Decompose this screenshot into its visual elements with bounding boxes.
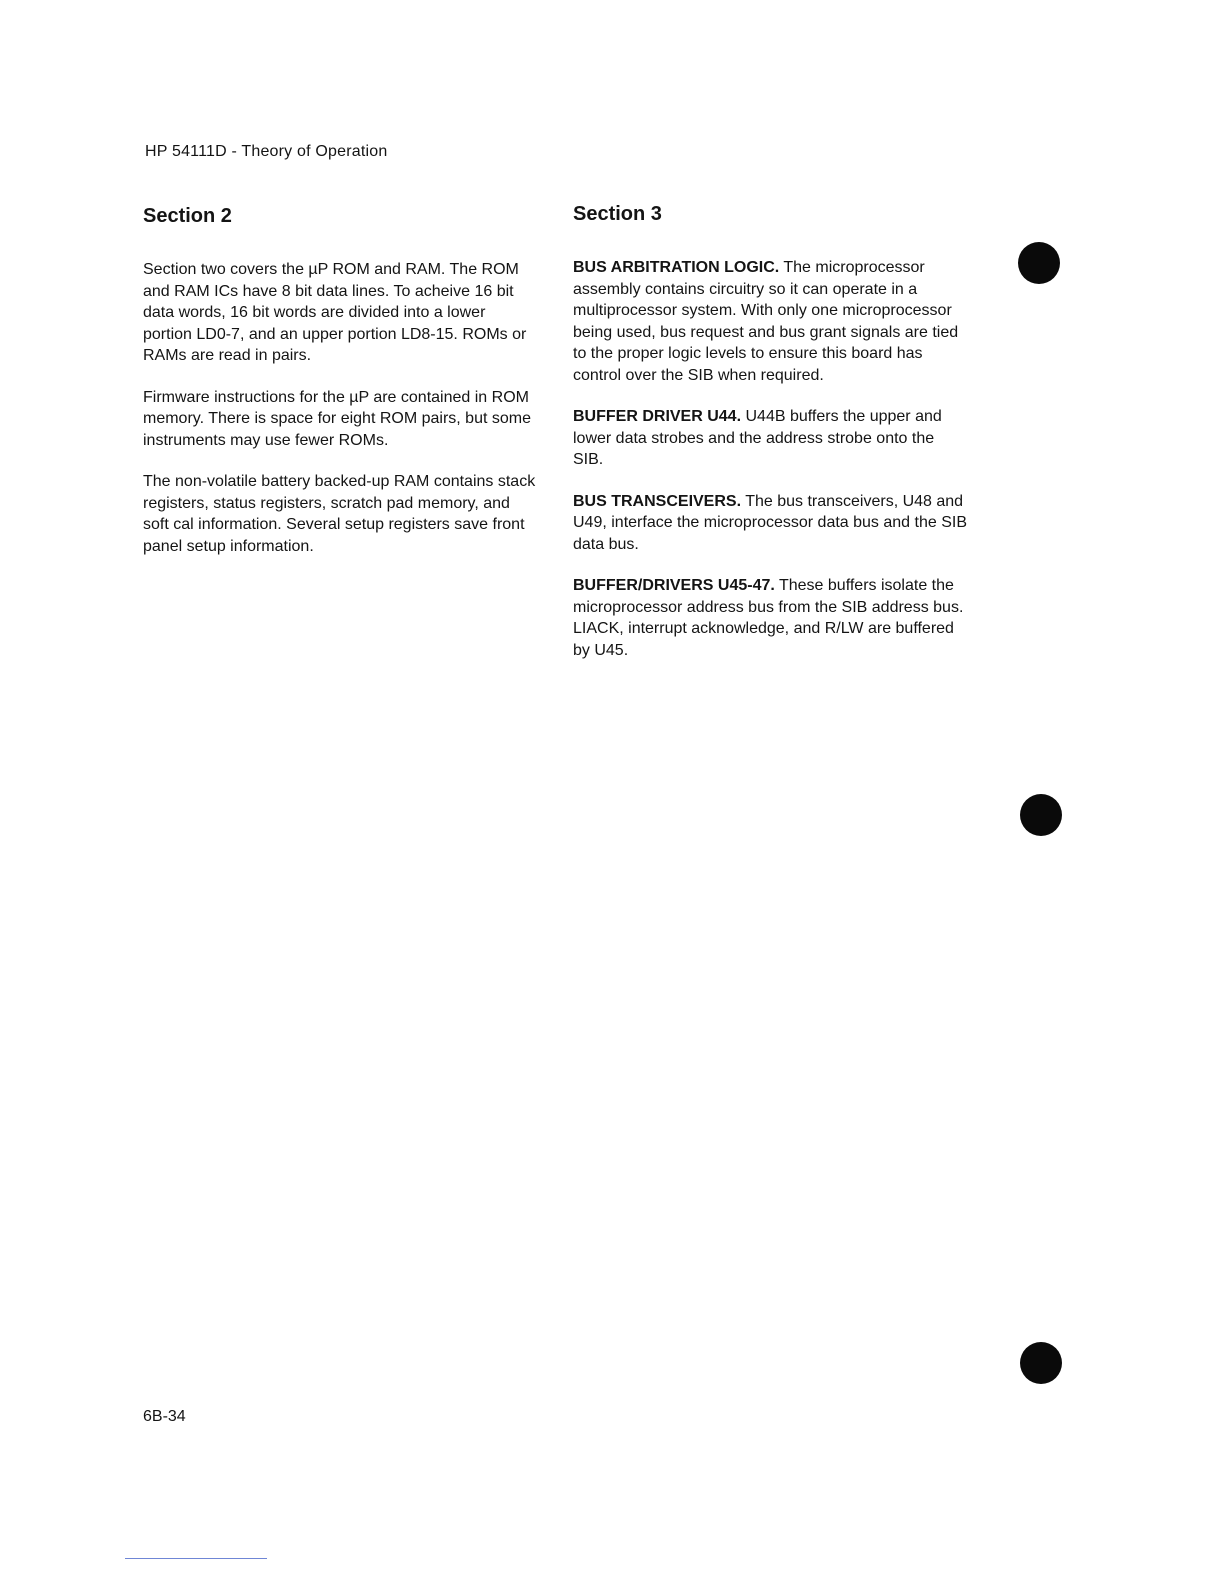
paragraph-text: The microprocessor assembly contains circuitry so it can operate in a multiprocessor system. With only one microprocessor being used, bus request and bus grant signals are tied to the proper logic levels to ensure this board has control over the SIB when required.: [573, 259, 959, 384]
paragraph: [573, 491, 968, 556]
punch-hole: [1020, 794, 1062, 836]
left-column: [143, 202, 538, 577]
paragraph: The non-volatile battery backed-up RAM contains stack registers, status registers, scratch pad memory, and soft cal information. Several setup registers save front panel setup information.: [143, 473, 536, 555]
paragraph: [573, 575, 968, 661]
punch-hole: [1020, 1342, 1062, 1384]
paragraph-lead: BUS TRANSCEIVERS.: [573, 492, 742, 510]
paragraph-text: U44B buffers the upper and lower data strobes and the address strobe onto the SIB.: [573, 408, 942, 468]
paragraph: [573, 257, 968, 386]
paragraph-text: These buffers isolate the microprocessor address bus from the SIB address bus. LIACK, interrupt acknowledge, and R/LW are buffered by U45.: [573, 577, 964, 659]
paragraph: [573, 406, 968, 471]
paragraph-lead: BUFFER/DRIVERS U45-47.: [573, 577, 775, 594]
page-header: HP 54111D - Theory of Operation: [145, 143, 388, 160]
scan-artifact-line: [125, 1558, 267, 1559]
paragraph-text: The bus transceivers, U48 and U49, interface the microprocessor data bus and the SIB data bus.: [573, 492, 967, 553]
punch-hole: [1018, 242, 1060, 284]
right-column: [573, 202, 968, 681]
paragraph: Section two covers the µP ROM and RAM. The ROM and RAM ICs have 8 bit data lines. To acheive 16 bit data words, 16 bit words are divided into a lower portion LD0-7, and an upper portion LD8-15. ROMs or RAMs are read in pairs.: [143, 261, 527, 364]
page-number: 6B-34: [143, 1408, 186, 1425]
section-heading: Section 3: [573, 203, 662, 225]
paragraph: Firmware instructions for the µP are contained in ROM memory. There is space for eight ROM pairs, but some instruments may use fewer ROMs.: [143, 388, 531, 449]
section-heading: Section 2: [143, 205, 232, 227]
paragraph-lead: BUFFER DRIVER U44.: [573, 408, 742, 425]
paragraph-lead: BUS ARBITRATION LOGIC.: [573, 259, 780, 276]
